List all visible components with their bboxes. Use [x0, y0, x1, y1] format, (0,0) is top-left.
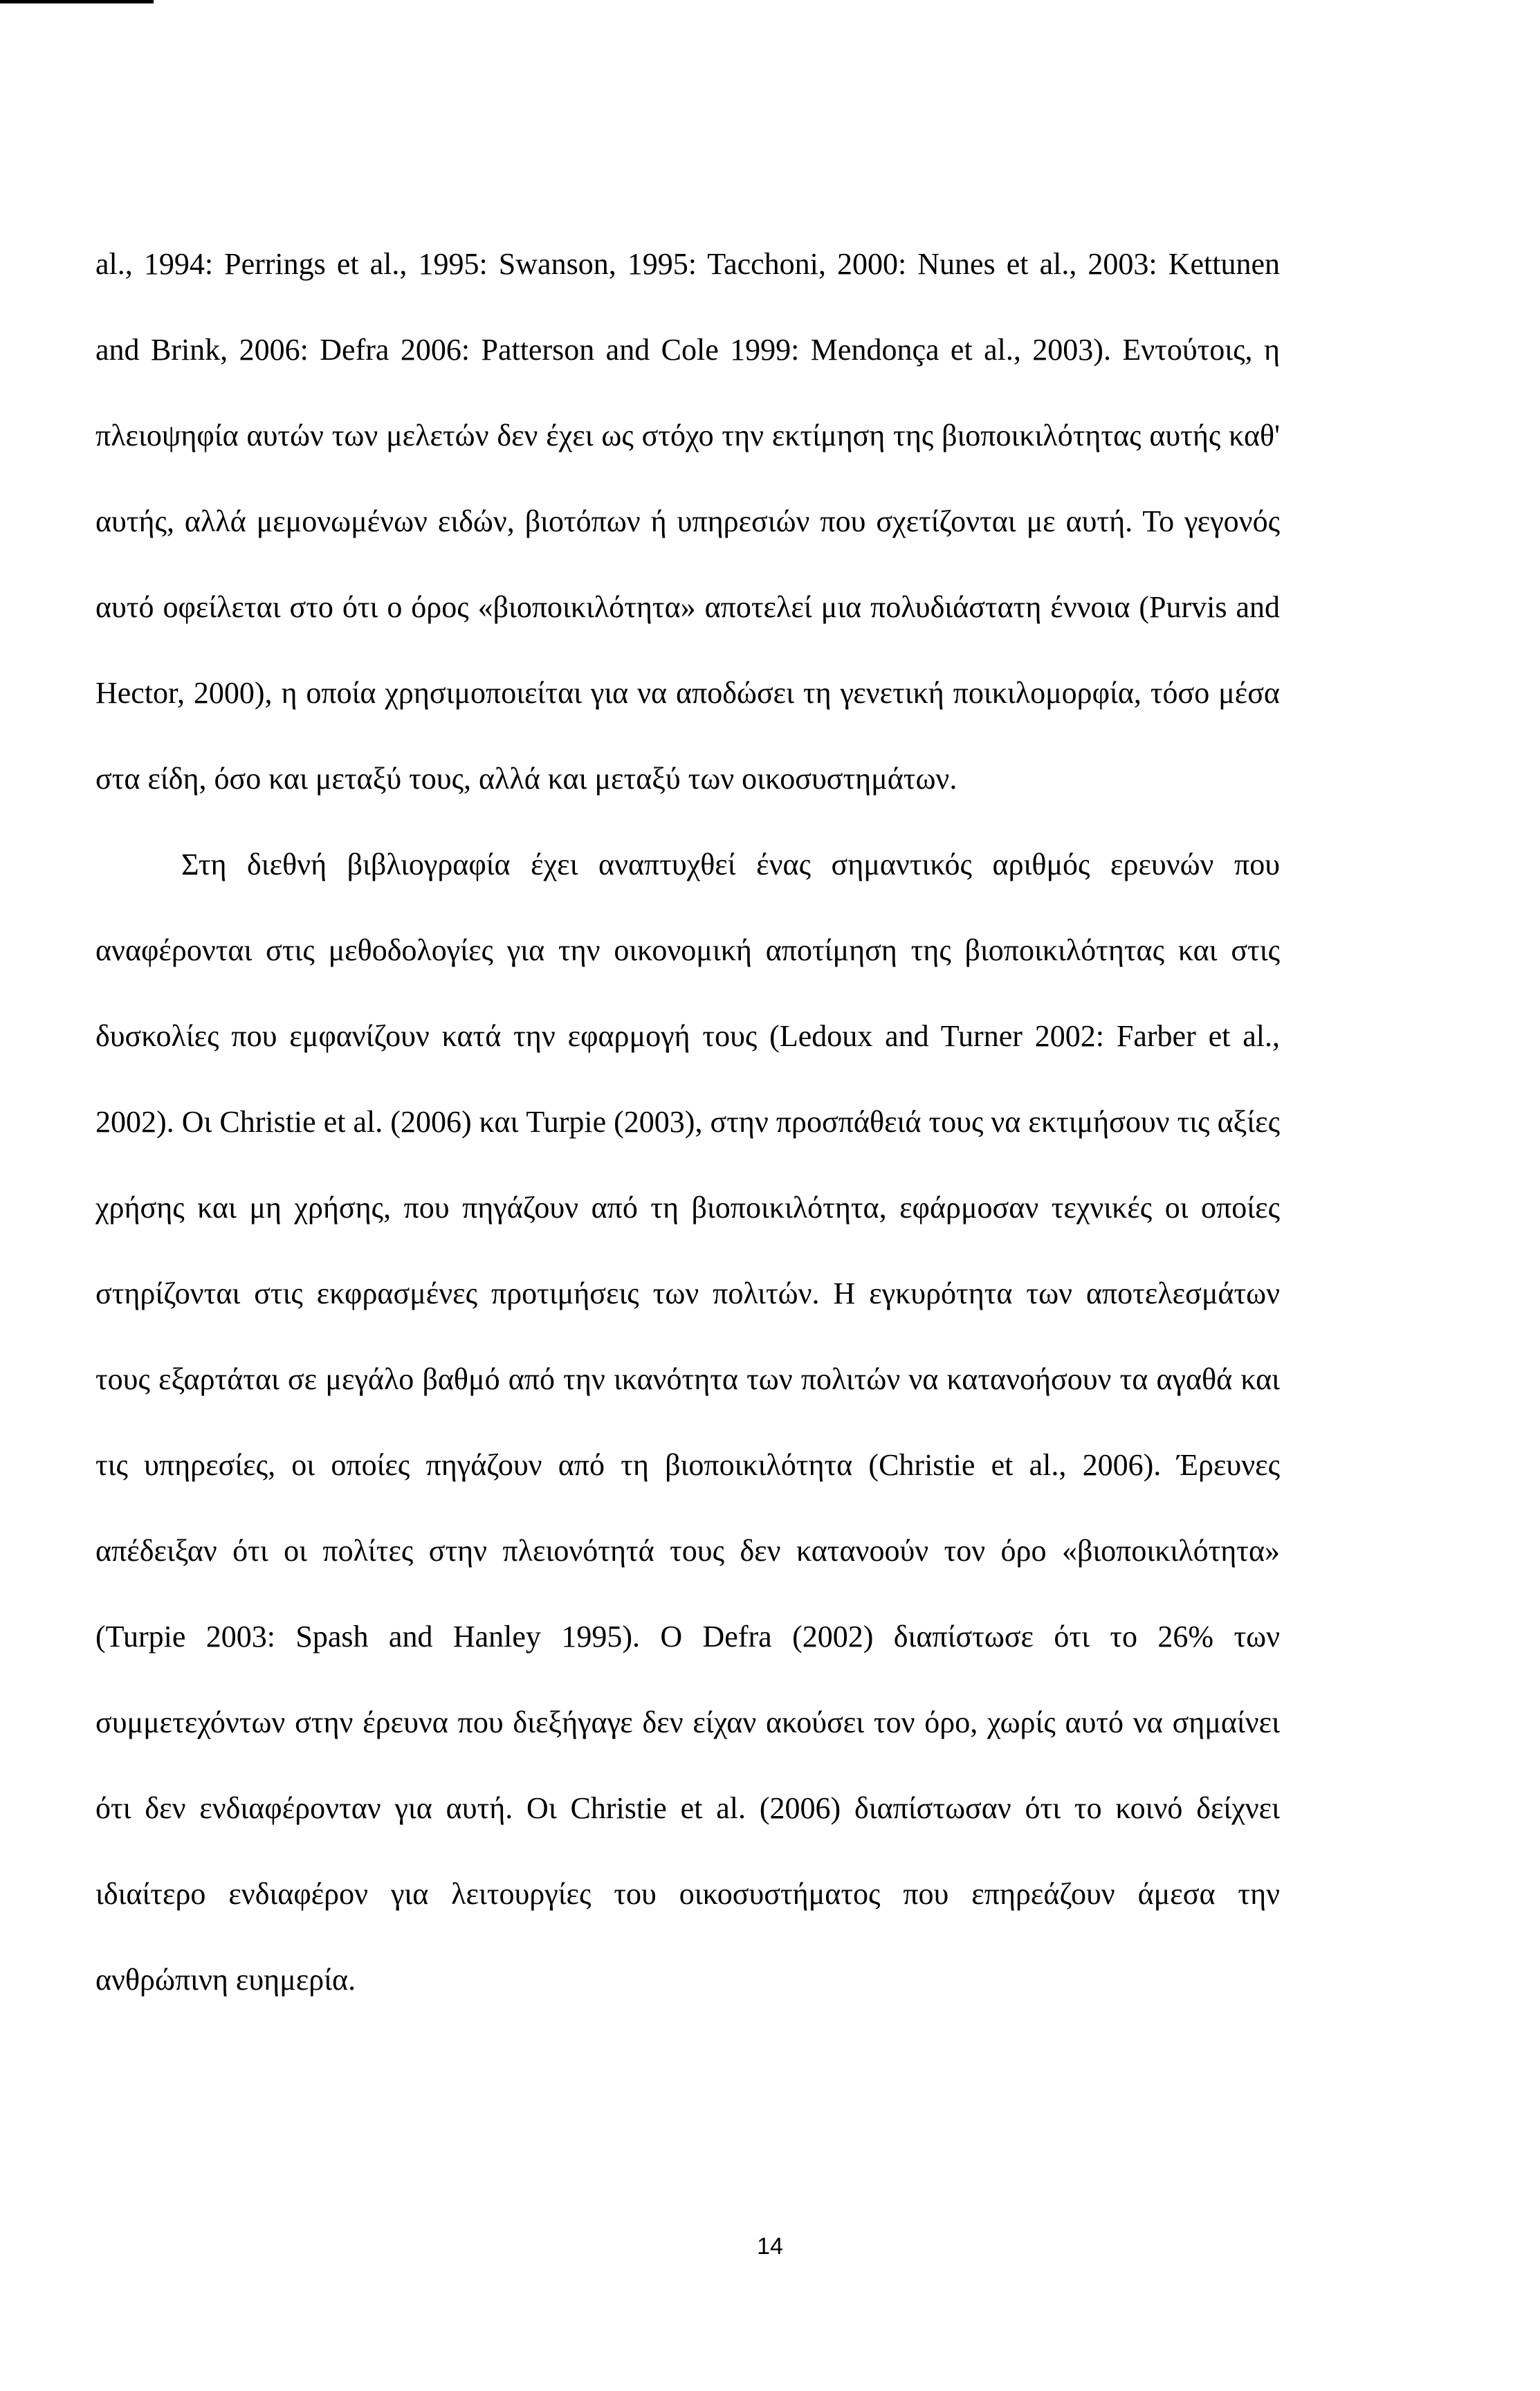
paragraph-2: Στη διεθνή βιβλιογραφία έχει αναπτυχθεί ένας σημαντικός αριθμός ερευνών που αναφέρονται στις μεθοδολογίες για την οικονομική αποτίμηση της βιοποικιλότητας και στις δυσκολίες που εμφανίζουν κατά την εφαρμογή τους (Ledoux and Turner 2002: Farber et al., 2002). Οι Christie et al. (2006) και Turpie (2003), στην προσπάθειά τους να εκτιμήσουν τις αξίες χρήσης και μη χρήσης, που πηγάζουν από τη βιοποικιλότητα, εφάρμοσαν τεχνικές οι οποίες στηρίζονται στις εκφρασμένες προτιμήσεις των πολιτών. Η εγκυρότητα των αποτελεσμάτων τους εξαρτάται σε μεγάλο βαθμό από την ικανότητα των πολιτών να κατανοήσουν τα αγαθά και τις υπηρεσίες, οι οποίες πηγάζουν από τη βιοποικιλότητα (Christie et al., 2006). Έρευνες απέδειξαν ότι οι πολίτες στην πλειονότητά τους δεν κατανοούν τον όρο «βιοποικιλότητα» (Turpie 2003: Spash and Hanley 1995). Ο Defra (2002) διαπίστωσε ότι το 26% των συμμετεχόντων στην έρευνα που διεξήγαγε δεν είχαν ακούσει τον όρο, χωρίς αυτό να σημαίνει ότι δεν ενδιαφέρονταν για αυτή. Οι Christie et al. (2006) διαπίστωσαν ότι το κοινό δείχνει ιδιαίτερο ενδιαφέρον για λειτουργίες του οικοσυστήματος που επηρεάζουν άμεσα την ανθρώπινη ευημερία.	[95, 848, 1280, 1997]
document-body	[95, 221, 1280, 2023]
top-edge-rule	[0, 0, 154, 3]
paragraph-1: al., 1994: Perrings et al., 1995: Swanson, 1995: Tacchoni, 2000: Nunes et al., 2003: Kettunen and Brink, 2006: Defra 2006: Patterson and Cole 1999: Mendonça et al., 2003). Εντούτοις, η πλειοψηφία αυτών των μελετών δεν έχει ως στόχο την εκτίμηση της βιοποικιλότητας αυτής καθ' αυτής, αλλά μεμονωμένων ειδών, βιοτόπων ή υπηρεσιών που σχετίζονται με αυτή. Το γεγονός αυτό οφείλεται στο ότι ο όρος «βιοποικιλότητα» αποτελεί μια πολυδιάστατη έννοια (Purvis and Hector, 2000), η οποία χρησιμοποιείται για να αποδώσει τη γενετική ποικιλομορφία, τόσο μέσα στα είδη, όσο και μεταξύ τους, αλλά και μεταξύ των οικοσυστημάτων.	[95, 247, 1280, 796]
page-number: 14	[757, 2233, 783, 2260]
